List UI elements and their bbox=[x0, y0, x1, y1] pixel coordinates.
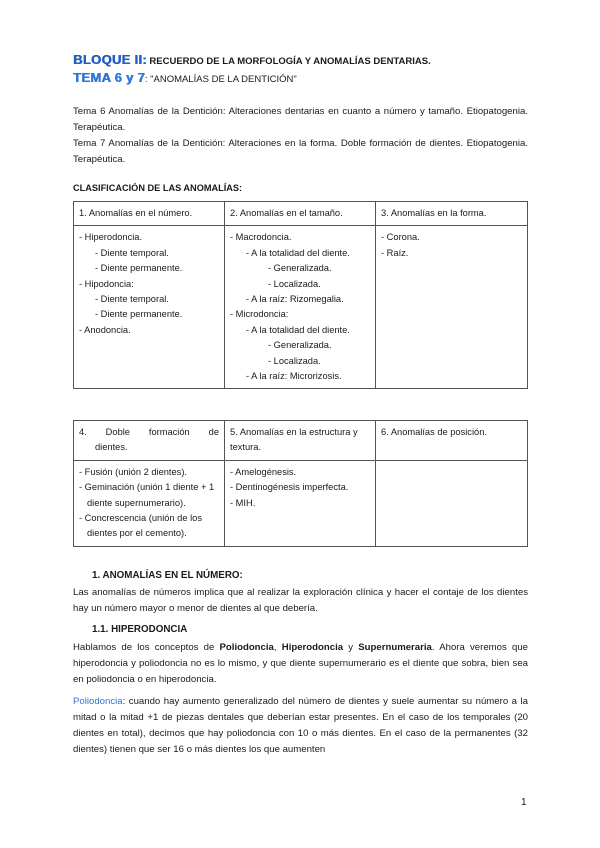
classification-table-1 bbox=[73, 201, 528, 389]
list-item: - Microdoncia: bbox=[230, 309, 289, 320]
intro-tema6: Tema 6 Anomalías de la Dentición: Alteraciones dentarias en cuanto a número y tamaño. Etiopatogenia. Terapéutica. bbox=[73, 106, 528, 133]
list-item: - A la raíz: Rizomegalia. bbox=[246, 294, 344, 305]
list-item: - Anodoncia. bbox=[79, 324, 131, 335]
list-item: - Geminación (unión 1 diente + 1 diente supernumerario). bbox=[79, 482, 215, 508]
tema-label: TEMA 6 y 7 bbox=[73, 70, 145, 85]
section-1-1-text bbox=[73, 640, 528, 688]
bloque-heading bbox=[73, 52, 431, 67]
table1-cell-tamano bbox=[225, 226, 376, 389]
list-item: - Corona. bbox=[381, 232, 420, 243]
list-item: - Diente temporal. bbox=[95, 247, 169, 258]
intro-tema7: Tema 7 Anomalías de la Dentición: Alteraciones en la forma. Doble formación de dientes. Etiopatogenia. Terapéutica. bbox=[73, 138, 528, 165]
table2-header-doble-formacion-line1: 4. Doble formación de bbox=[79, 427, 219, 437]
list-item: - Macrodoncia. bbox=[230, 232, 292, 243]
term-poliodoncia-highlight: Poliodoncia bbox=[73, 696, 123, 707]
list-item: - Generalizada. bbox=[268, 263, 332, 274]
term-poliodoncia: Poliodoncia bbox=[219, 642, 274, 653]
list-item: - A la totalidad del diente. bbox=[246, 324, 350, 335]
section-1-title: 1. ANOMALÍAS EN EL NÚMERO: bbox=[92, 570, 243, 581]
bloque-text: RECUERDO DE LA MORFOLOGÍA Y ANOMALÍAS DENTARIAS. bbox=[146, 56, 431, 67]
list-item: - Localizada. bbox=[268, 355, 321, 366]
table1-header-numero: 1. Anomalías en el número. bbox=[74, 202, 225, 226]
text-run: y bbox=[343, 642, 359, 653]
list-item: - Diente permanente. bbox=[95, 263, 183, 274]
list-item: - Diente temporal. bbox=[95, 294, 169, 305]
table2-cell-estructura bbox=[225, 460, 376, 546]
list-item: - Raíz. bbox=[381, 247, 409, 258]
table1-header-tamano: 2. Anomalías en el tamaño. bbox=[225, 202, 376, 226]
intro-paragraphs bbox=[73, 104, 528, 168]
table2-header-doble-formacion-line2: dientes. bbox=[95, 442, 128, 453]
list-item: - Concrescencia (unión de los dientes por el cemento). bbox=[79, 513, 202, 539]
list-item: - Localizada. bbox=[268, 278, 321, 289]
tema-text: : "ANOMALÍAS DE LA DENTICIÓN" bbox=[144, 74, 297, 85]
list-item: - A la raíz: Microrizosis. bbox=[246, 371, 342, 382]
table2-header-doble-formacion bbox=[74, 421, 225, 461]
tema-heading bbox=[73, 70, 297, 85]
table1-header-forma: 3. Anomalías en la forma. bbox=[376, 202, 528, 226]
list-item: - Hipodoncia: bbox=[79, 278, 134, 289]
term-supernumeraria: Supernumeraria bbox=[358, 642, 432, 653]
list-item: - Generalizada. bbox=[268, 340, 332, 351]
table2-cell-doble-formacion bbox=[74, 460, 225, 546]
classification-table-2 bbox=[73, 420, 528, 547]
table1-cell-forma bbox=[376, 226, 528, 389]
list-item: - Hiperodoncia. bbox=[79, 232, 143, 243]
list-item: - Amelogénesis. bbox=[230, 466, 297, 477]
list-item: - Fusión (unión 2 dientes). bbox=[79, 466, 188, 477]
bloque-label: BLOQUE II: bbox=[73, 52, 147, 67]
text-run: . Ahora veremos que hiperodoncia y poliodoncia no es lo mismo, y que diente supernumerario es el diente que sobra, bien sea en poliodoncia o en hiperodoncia. bbox=[73, 642, 528, 685]
list-item: - Diente permanente. bbox=[95, 309, 183, 320]
table2-header-posicion: 6. Anomalías de posición. bbox=[376, 421, 528, 461]
table2-header-estructura: 5. Anomalías en la estructura y textura. bbox=[225, 421, 376, 461]
table2-cell-posicion bbox=[376, 460, 528, 546]
section-1-text bbox=[73, 585, 528, 617]
page-number: 1 bbox=[521, 797, 527, 808]
poliodoncia-definition bbox=[73, 694, 528, 758]
term-hiperodoncia: Hiperodoncia bbox=[281, 642, 344, 653]
text-run: : cuando hay aumento generalizado del número de dientes y suele aumentar su número a la mitad o la mitad +1 de piezas dentales que deberían estar presentes. En el caso de los temporales (20 dientes en total), decimos que hay poliodoncia con 10 o más dientes. En el caso de la permanentes (32 dientes) tienen que ser 16 o más dientes los que aumenten bbox=[73, 696, 528, 755]
text-run: Hablamos de los conceptos de bbox=[73, 642, 220, 653]
list-item: - A la totalidad del diente. bbox=[246, 247, 350, 258]
section-1-1-title: 1.1. HIPERODONCIA bbox=[92, 624, 188, 635]
clasificacion-title: CLASIFICACIÓN DE LAS ANOMALÍAS: bbox=[73, 183, 243, 193]
list-item: - Dentinogénesis imperfecta. bbox=[230, 482, 349, 493]
poliodoncia-paragraph bbox=[73, 694, 528, 758]
table1-cell-numero bbox=[74, 226, 225, 389]
list-item: - MIH. bbox=[230, 497, 256, 508]
section-1-paragraph: Las anomalías de números implica que al realizar la exploración clínica y hacer el contaje de los dientes hay un número mayor o menor de dientes al que debería. bbox=[73, 587, 528, 614]
hiperodoncia-paragraph bbox=[73, 640, 528, 688]
text-run: , bbox=[273, 642, 282, 653]
